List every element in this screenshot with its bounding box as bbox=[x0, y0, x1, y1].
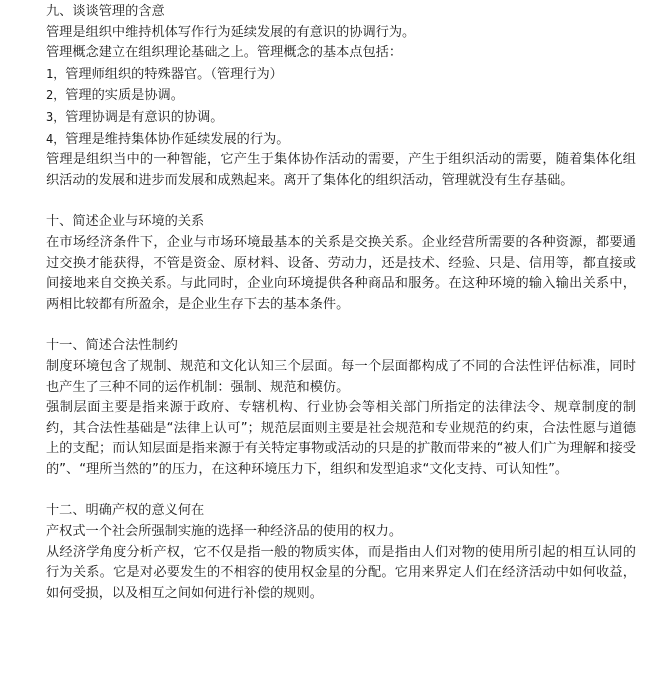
section-title: 十一、简述合法性制约 bbox=[46, 338, 178, 354]
list-item-number: 1， bbox=[46, 66, 66, 81]
list-item bbox=[46, 85, 636, 107]
section-11 bbox=[46, 336, 636, 480]
section-9 bbox=[46, 2, 636, 191]
paragraph: 从经济学角度分析产权，它不仅是指一般的物质实体，而是指由人们对物的使用所引起的相互认同的行为关系。它是对必要发生的不相容的使用权金星的分配。它用来界定人们在经济活动中如何收益，如何受损，以及相互之间如何进行补偿的规则。 bbox=[46, 544, 636, 601]
paragraph: 管理概念建立在组织理论基础之上。管理概念的基本点包括： bbox=[46, 45, 403, 61]
list-item bbox=[46, 64, 636, 86]
list-item-number: 3， bbox=[46, 109, 66, 124]
section-title: 十、简述企业与环境的关系 bbox=[46, 214, 205, 230]
paragraph: 管理是组织中维持机体写作行为延续发展的有意识的协调行为。 bbox=[46, 24, 416, 40]
list-item-text: 管理协调是有意识的协调。 bbox=[65, 109, 224, 125]
section-title: 九、谈谈管理的含意 bbox=[46, 4, 165, 19]
list-item bbox=[46, 107, 636, 129]
paragraph: 制度环境包含了规制、规范和文化认知三个层面。每一个层面都构成了不同的合法性评估标准，同时也产生了三种不同的运作机制：强制、规范和模仿。 bbox=[46, 358, 636, 395]
paragraph: 产权式一个社会所强制实施的选择一种经济品的使用的权力。 bbox=[46, 524, 403, 540]
paragraph: 在市场经济条件下，企业与市场环境最基本的关系是交换关系。企业经营所需要的各种资源，都要通过交换才能获得，不管是资金、原材料、设备、劳动力，还是技术、经验、只是、信用等，都直接或间接地来自交换关系。与此同时，企业向环境提供各种商品和服务。在这种环境的输入输出关系中，两相比较都有所盈余，是企业生存下去的基本条件。 bbox=[46, 234, 636, 312]
list-item-number: 4， bbox=[46, 131, 66, 146]
list-item-number: 2， bbox=[46, 88, 66, 103]
list-item-text: 管理是维持集体协作延续发展的行为。 bbox=[65, 131, 290, 147]
paragraph: 管理是组织当中的一种智能，它产生于集体协作活动的需要，产生于组织活动的需要，随着集体化组织活动的发展和进步而发展和成熟起来。离开了集体化的组织活动，管理就没有生存基础。 bbox=[46, 152, 636, 188]
list-item-text: 管理的实质是协调。 bbox=[65, 88, 184, 104]
section-10 bbox=[46, 212, 636, 315]
list-item-text: 管理师组织的特殊器官。（管理行为） bbox=[65, 66, 283, 82]
paragraph: 强制层面主要是指来源于政府、专辖机构、行业协会等相关部门所指定的法律法令、规章制度的制约，其合法性基础是“法律上认可”；规范层面则主要是社会规范和专业规范的约束，合法性愿与道德上的支配；而认知层面是指来源于有关特定事物或活动的只是的扩散而带来的“被人们广为理解和接受的”、“理所当然的”的压力，在这种环境压力下，组织和发型追求“文化支持、可认知性”。 bbox=[46, 400, 636, 477]
section-title: 十二、明确产权的意义何在 bbox=[46, 503, 205, 519]
list-item bbox=[46, 129, 636, 151]
section-12 bbox=[46, 501, 636, 604]
